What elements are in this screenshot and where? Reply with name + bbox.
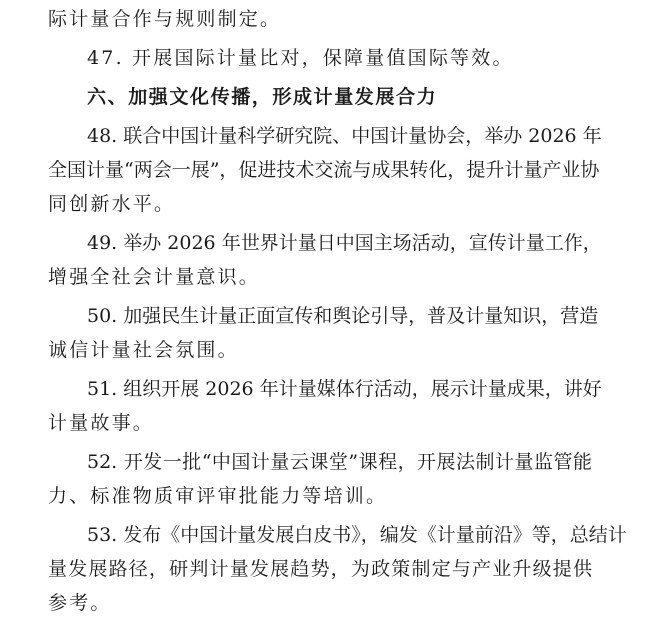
item-51-line-1: 51. 组织开展 2026 年计量媒体行活动，展示计量成果，讲好 [87,378,602,400]
item-50-line-1: 50. 加强民生计量正面宣传和舆论引导，普及计量知识，营造 [87,305,599,327]
item-53-line-1: 53. 发布《中国计量发展白皮书》，编发《计量前沿》等，总结计 [87,524,627,546]
item-48-line-1: 48. 联合中国计量科学研究院、中国计量协会，举办 2026 年 [87,125,602,147]
item-47-line: 47. 开展国际计量比对，保障量值国际等效。 [87,47,514,69]
item-49-line-1: 49. 举办 2026 年世界计量日中国主场活动，宣传计量工作， [87,232,602,254]
item-48-line-2: 全国计量“两会一展”，促进技术交流与成果转化，提升计量产业协 [48,159,600,181]
section-heading-6: 六、加强文化传播，形成计量发展合力 [87,86,438,108]
item-53-line-3: 参考。 [48,592,112,614]
item-53-line-2: 量发展路径，研判计量发展趋势，为政策制定与产业升级提供 [48,558,592,580]
item-51-line-2: 计量故事。 [48,412,155,434]
paragraph-continuation-line: 际计量合作与规则制定。 [48,8,282,30]
item-49-line-2: 增强全社会计量意识。 [48,266,261,288]
item-52-line-1: 52. 开发一批“中国计量云课堂”课程，开展法制计量监管能 [87,451,592,473]
item-50-line-2: 诚信计量社会氛围。 [48,339,239,361]
item-52-line-2: 力、标准物质审评审批能力等培训。 [48,485,388,507]
item-48-line-3: 同创新水平。 [48,193,176,215]
